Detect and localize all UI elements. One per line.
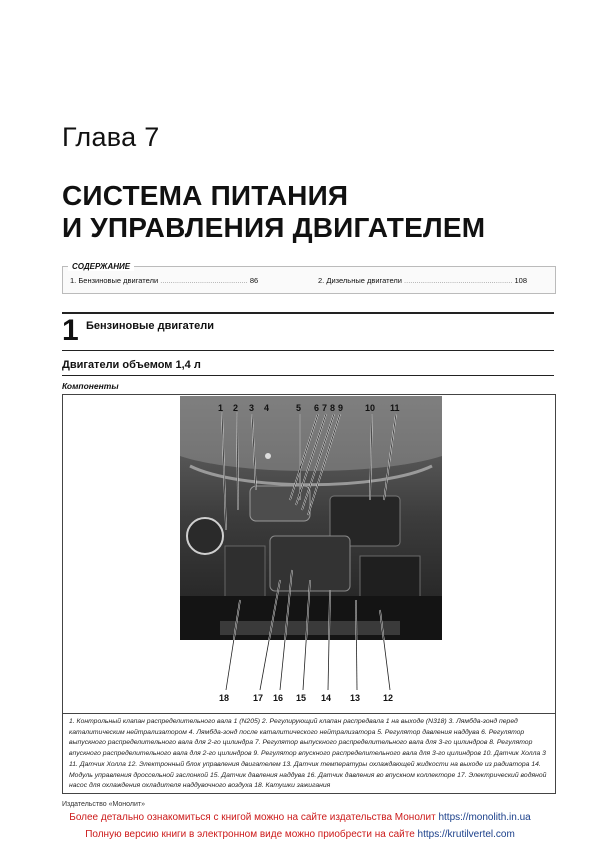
subsection-title: Двигатели объемом 1,4 л — [62, 359, 201, 371]
callout-number: 15 — [296, 693, 307, 703]
promo-line-1-text: Более детально ознакомиться с книгой можно на сайте издательства Монолит — [69, 812, 436, 823]
promo-line-2 — [0, 829, 600, 840]
callout-number: 16 — [273, 693, 284, 703]
promo-line-2-text: Полную версию книги в электронном виде можно приобрести на сайте — [85, 829, 415, 840]
toc-item-page: 108 — [514, 276, 528, 285]
callout-number: 6 — [314, 403, 320, 413]
callout-number: 12 — [383, 693, 394, 703]
chapter-title-line-1: СИСТЕМА ПИТАНИЯ — [62, 180, 349, 211]
figure-caption: 1. Контрольный клапан распределительного вала 1 (N205) 2. Регулирующий клапан распредвала 1 на выходе (N318) 3. Лямбда-зонд перед каталитическим нейтрализатором 4. Лямбда-зонд после каталитического нейтрализатора 5. Регулятор давления наддува 6. Регулятор выпускного распределительного вала для 2-го цилиндра 7. Регулятор выпускного распределительного вала для 3-го цилиндров 8. Регулятор впускного распределительного вала для 2-го цилиндров 9. Регулятор впускного распределительного вала для 3-го цилиндров 10. Датчик Холла 3 11. Датчик Холла 12. Электронный блок управления двигателем 13. Датчик температуры охлаждающей жидкости на выходе из радиатора 14. Модуль управления дроссельной заслонкой 15. Датчик давления наддува 16. Датчик давления во впускном коллекторе 17. Электрический водяной насос для охлаждения охладителя наддувочного воздуха 18. Катушки зажигания — [62, 712, 556, 794]
callout-number: 11 — [390, 403, 400, 413]
toc-item-label: Бензиновые двигатели — [78, 276, 159, 285]
section-title: Бензиновые двигатели — [86, 320, 215, 332]
toc-item-number: 1. — [70, 276, 77, 285]
monolith-link[interactable]: https://monolith.in.ua — [438, 812, 531, 823]
callout-number: 18 — [219, 693, 230, 703]
callout-number: 7 — [322, 403, 328, 413]
toc-heading: СОДЕРЖАНИЕ — [68, 262, 134, 271]
callout-number: 8 — [330, 403, 336, 413]
callout-number: 14 — [321, 693, 332, 703]
promo-line-1 — [0, 812, 600, 823]
toc-item-number: 2. — [318, 276, 325, 285]
toc-item-dots: .................................................... — [404, 276, 513, 285]
components-label: Компоненты — [62, 381, 119, 391]
callout-number: 1 — [218, 403, 224, 413]
chapter-heading: Глава 7 — [62, 122, 160, 152]
publisher-credit: Издательство «Монолит» — [62, 801, 146, 808]
callout-number: 4 — [264, 403, 270, 413]
section-number: 1 — [62, 314, 79, 347]
callout-number: 17 — [253, 693, 264, 703]
chapter-title-line-2: И УПРАВЛЕНИЯ ДВИГАТЕЛЕМ — [62, 212, 486, 243]
callout-number: 9 — [338, 403, 344, 413]
callout-number: 10 — [365, 403, 376, 413]
callout-number: 3 — [249, 403, 255, 413]
callout-number: 13 — [350, 693, 361, 703]
callout-number: 2 — [233, 403, 239, 413]
callout-number: 5 — [296, 403, 302, 413]
toc-item-page: 86 — [249, 276, 259, 285]
toc-item-dots: .......................................... — [160, 276, 248, 285]
toc-item-label: Дизельные двигатели — [326, 276, 402, 285]
krutilvertel-link[interactable]: https://krutilvertel.com — [417, 829, 515, 840]
